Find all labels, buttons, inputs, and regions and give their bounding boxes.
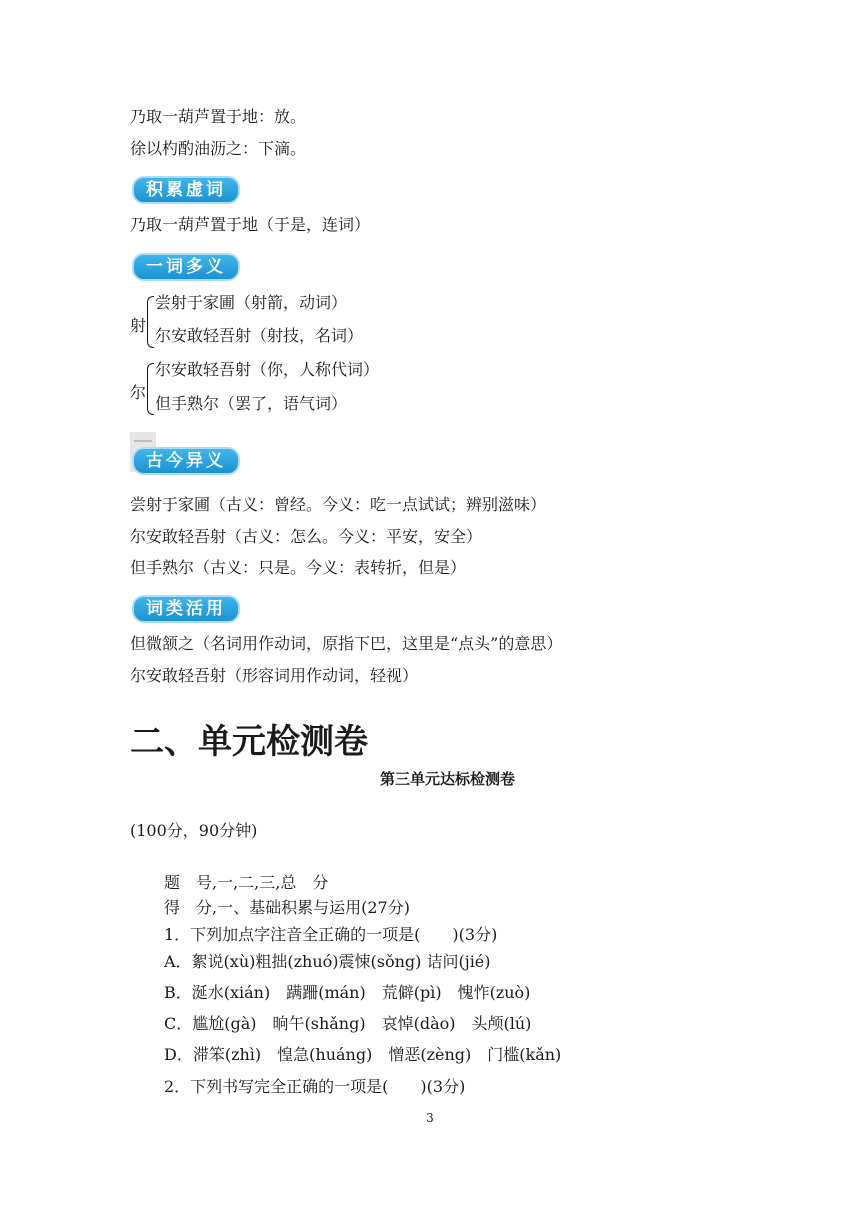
question: 2．下列书写完全正确的一项是( )(3分): [164, 1077, 466, 1096]
option-a: A．絮说(xù)粗拙(zhuó)震悚(sǒng) 诘问(jié): [164, 952, 491, 971]
polysemy-char: 尔: [130, 383, 147, 402]
option-b: B．涎水(xián) 蹒跚(mán) 荒僻(pì) 愧怍(zuò): [164, 983, 531, 1002]
text-line: 乃取一葫芦置于地：放。: [130, 107, 307, 126]
polysemy-char: 射: [130, 316, 147, 335]
section-heading: 二、单元检测卷: [130, 722, 368, 762]
text-line: 尝射于家圃（古义：曾经。今义：吃一点试试；辨别滋味）: [130, 495, 547, 514]
text-line: 尔安敢轻吾射（古义：怎么。今义：平安，安全）: [130, 527, 483, 546]
text-line: 尝射于家圃（射箭，动词）: [155, 293, 348, 312]
text-line: 但手熟尔（古义：只是。今义：表转折，但是）: [130, 558, 467, 577]
section-badge-duoyi: 一词多义: [132, 253, 240, 281]
page-number: 3: [426, 1111, 434, 1125]
section-badge-gujin: 古今异义: [132, 447, 240, 475]
option-d: D．滞笨(zhì) 惶急(huáng) 憎恶(zèng) 门槛(kǎn): [164, 1045, 562, 1064]
text-line: 尔安敢轻吾射（形容词用作动词，轻视）: [130, 666, 419, 685]
text-line: 徐以杓酌油沥之：下滴。: [130, 139, 307, 158]
question: 1．下列加点字注音全正确的一项是( )(3分): [164, 925, 498, 944]
section-badge-xuci: 积累虚词: [132, 176, 240, 204]
text-line: 乃取一葫芦置于地（于是，连词）: [130, 215, 371, 234]
text-line: 尔安敢轻吾射（你，人称代词）: [155, 360, 380, 379]
brace-mark: [147, 296, 154, 348]
text-line: 但手熟尔（罢了，语气词）: [155, 394, 348, 413]
score-time: (100分，90分钟): [130, 821, 258, 840]
test-title: 第三单元达标检测卷: [379, 770, 515, 788]
section-badge-huoyong: 词类活用: [132, 595, 240, 623]
text-line: 但微颔之（名词用作动词，原指下巴，这里是“点头”的意思）: [130, 634, 563, 653]
score-table-row: 题 号,一,二,三,总 分: [164, 873, 329, 892]
option-c: C．尴尬(gà) 晌午(shǎng) 哀悼(dào) 头颅(lú): [164, 1014, 532, 1033]
score-table-row: 得 分,一、基础积累与运用(27分): [164, 898, 410, 917]
text-line: 尔安敢轻吾射（射技，名词）: [155, 326, 364, 345]
brace-mark: [147, 363, 154, 415]
